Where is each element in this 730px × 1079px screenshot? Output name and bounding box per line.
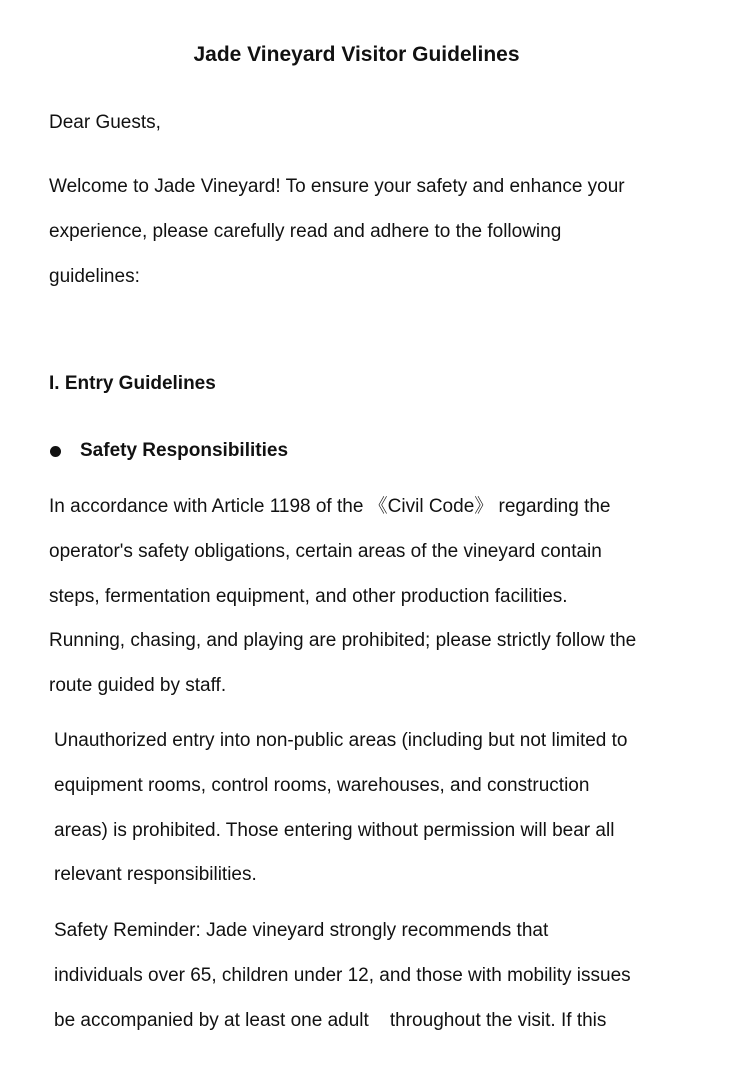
intro-line: experience, please carefully read and adhere to the following [49,220,562,242]
intro-paragraph [49,165,689,299]
safety-reminder-paragraph [54,909,694,1043]
paragraph-line: route guided by staff. [49,675,227,697]
bullet-label: Safety Responsibilities [80,440,289,461]
paragraph-line: operator's safety obligations, certain areas of the vineyard contain [49,540,602,562]
paragraph-line: Running, chasing, and playing are prohibited; please strictly follow the [49,630,637,652]
document-title: Jade Vineyard Visitor Guidelines [193,43,520,66]
paragraph-line: equipment rooms, control rooms, warehouses, and construction [54,774,590,796]
safety-paragraph-1 [49,485,689,709]
section-heading-entry-guidelines: I. Entry Guidelines [49,373,216,394]
intro-line: guidelines: [49,265,140,287]
paragraph-line: Safety Reminder: Jade vineyard strongly recommends that [54,920,549,941]
paragraph-line: steps, fermentation equipment, and other production facilities. [49,585,568,607]
salutation: Dear Guests, [49,112,161,133]
paragraph-line: individuals over 65, children under 12, and those with mobility issues [54,964,631,986]
bullet-item-safety-responsibilities [49,438,288,464]
paragraph-line: relevant responsibilities. [54,864,257,886]
paragraph-line: be accompanied by at least one adult throughout the visit. If this [54,1009,607,1031]
safety-paragraph-2 [54,719,694,898]
paragraph-line: In accordance with Article 1198 of the 《Civil Code》 regarding the [49,496,611,517]
paragraph-line: areas) is prohibited. Those entering without permission will bear all [54,819,615,841]
bullet-dot-icon [50,446,61,457]
paragraph-line: Unauthorized entry into non-public areas (including but not limited to [54,730,628,751]
intro-line: Welcome to Jade Vineyard! To ensure your safety and enhance your [49,176,625,197]
